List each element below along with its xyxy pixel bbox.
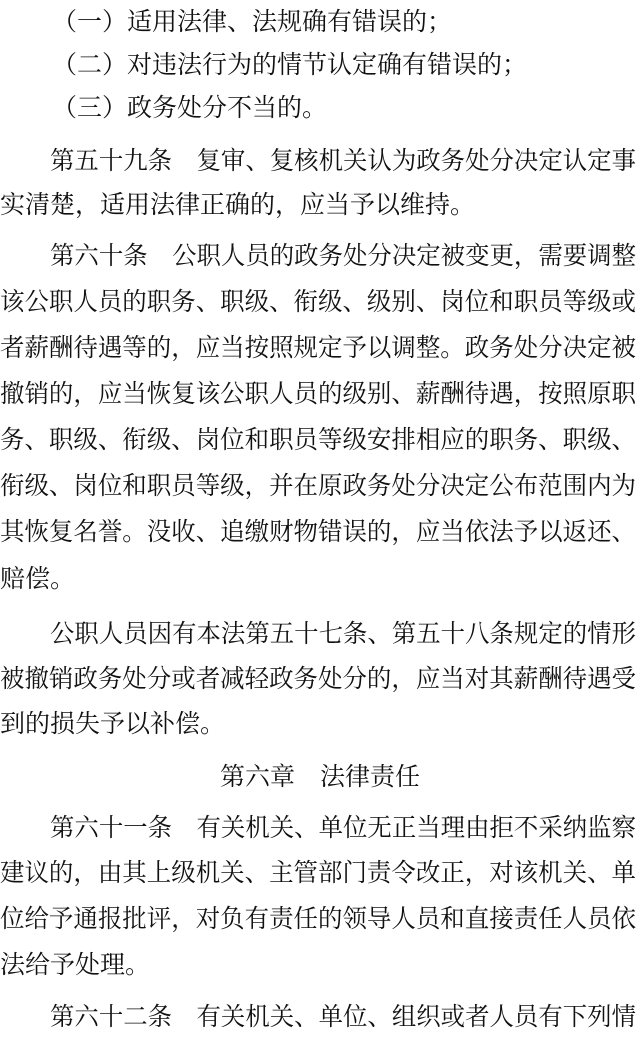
- text-line: 位给予通报批评，对负有责任的领导人员和直接责任人员依: [0, 904, 637, 933]
- article-59-start: 第五十九条 复审、复核机关认为政务处分决定认定事: [50, 146, 637, 175]
- text-line: 到的损失予以补偿。: [0, 709, 226, 738]
- text-line: 实清楚，适用法律正确的，应当予以维持。: [0, 190, 476, 219]
- text-line: 撤销的，应当恢复该公职人员的级别、薪酬待遇，按照原职: [0, 379, 637, 408]
- text-line: 法给予处理。: [0, 950, 151, 979]
- text-line: 该公职人员的职务、职级、衔级、级别、岗位和职员等级或: [0, 287, 637, 316]
- text-line: 其恢复名誉。没收、追缴财物错误的，应当依法予以返还、: [0, 517, 637, 546]
- chapter-heading: 第六章 法律责任: [219, 762, 420, 791]
- text-line: （三）政务处分不当的。: [52, 93, 328, 122]
- text-line: 建议的，由其上级机关、主管部门责令改正，对该机关、单: [0, 858, 637, 887]
- article-60-start: 第六十条 公职人员的政务处分决定被变更，需要调整: [50, 241, 637, 270]
- article-61-start: 第六十一条 有关机关、单位无正当理由拒不采纳监察: [50, 813, 637, 842]
- text-line: （二）对违法行为的情节认定确有错误的；: [52, 50, 528, 79]
- text-line: 衔级、岗位和职员等级，并在原政务处分决定公布范围内为: [0, 471, 637, 500]
- text-line: 者薪酬待遇等的，应当按照规定予以调整。政务处分决定被: [0, 333, 637, 362]
- text-line: 务、职级、衔级、岗位和职员等级安排相应的职务、职级、: [0, 425, 637, 454]
- text-line: 赔偿。: [0, 564, 76, 593]
- article-62-start: 第六十二条 有关机关、单位、组织或者人员有下列情: [50, 1002, 637, 1031]
- paragraph-start: 公职人员因有本法第五十七条、第五十八条规定的情形: [50, 619, 637, 648]
- text-line: （一）适用法律、法规确有错误的；: [52, 7, 453, 36]
- text-line: 被撤销政务处分或者减轻政务处分的，应当对其薪酬待遇受: [0, 664, 637, 693]
